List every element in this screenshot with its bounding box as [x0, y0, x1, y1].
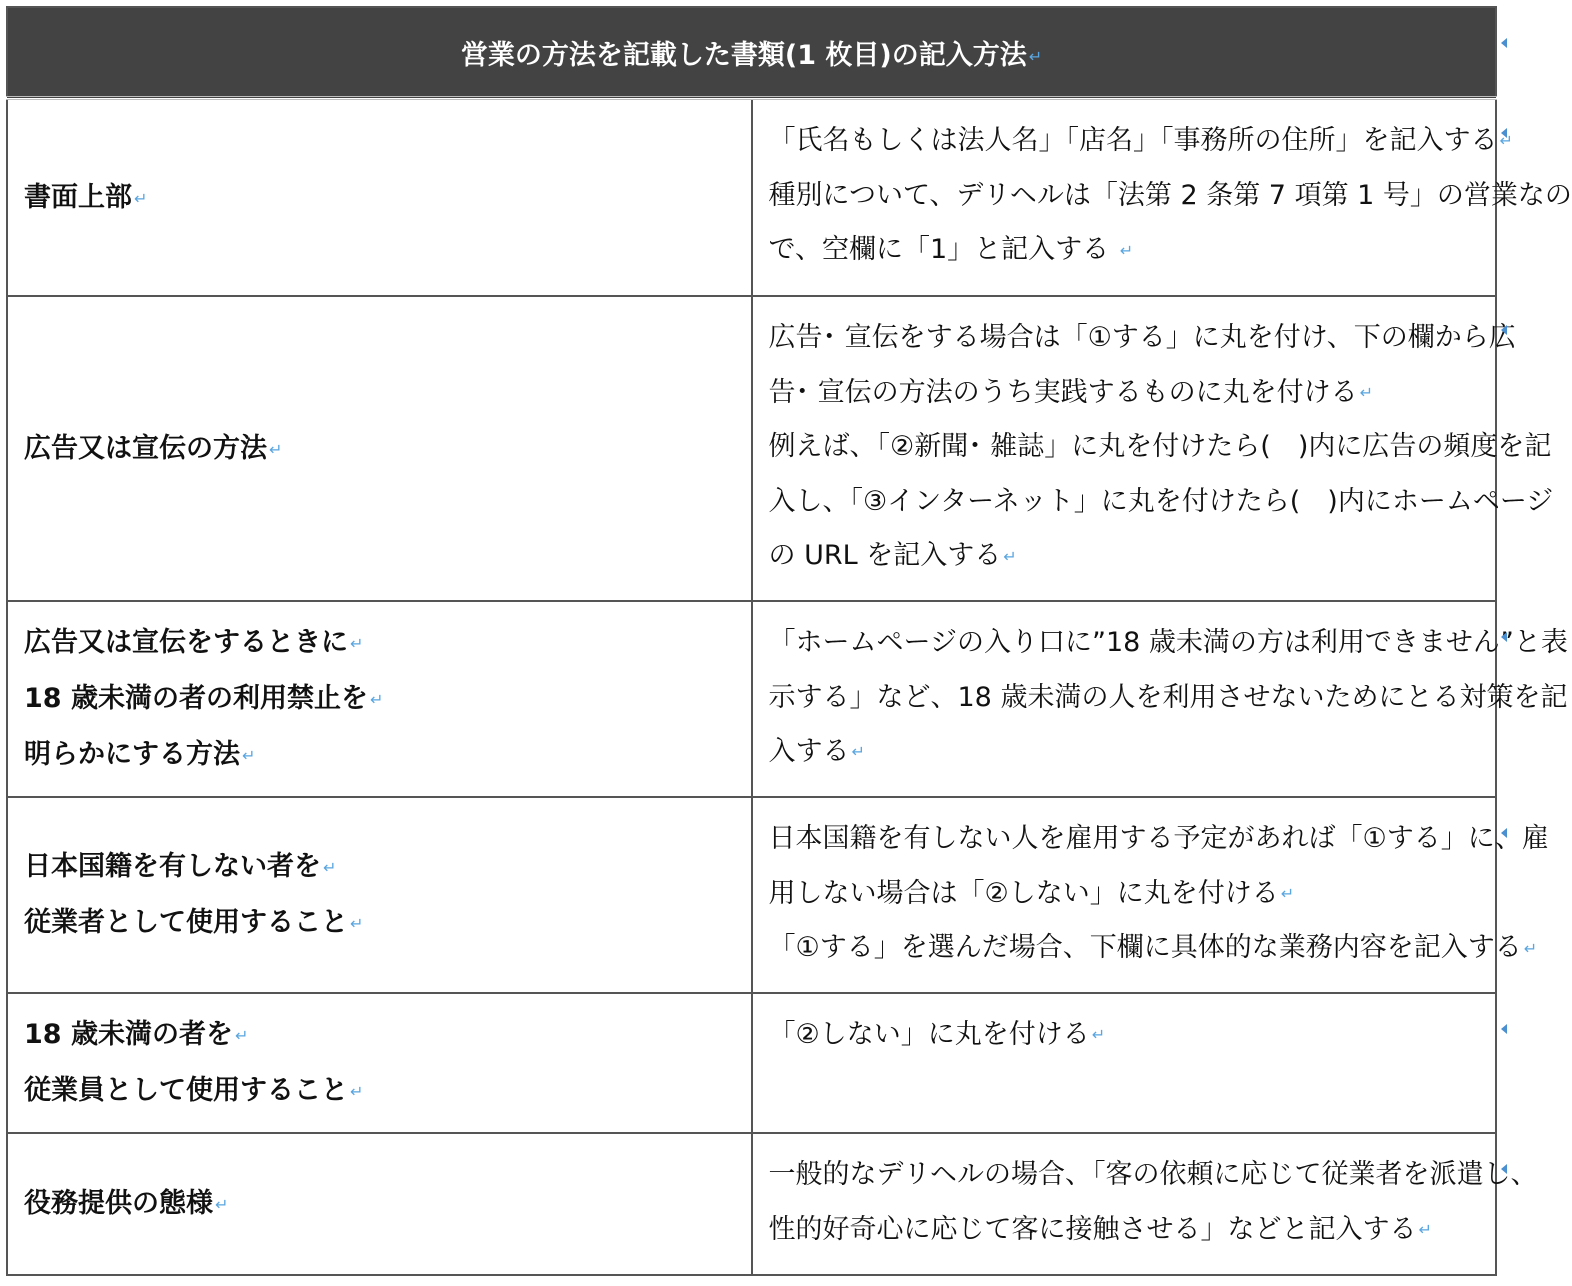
return-mark-icon: ↵ — [851, 742, 865, 762]
return-mark-icon: ↵ — [1091, 1025, 1106, 1045]
table-row — [7, 1133, 1496, 1275]
content-line: 広告･ 宣伝をする場合は「①する」に丸を付け、下の欄から広 — [768, 322, 1516, 353]
table-row — [7, 797, 1496, 993]
table-title: 営業の方法を記載した書類(1 枚目)の記入方法 — [460, 39, 1027, 71]
return-mark-icon: ↵ — [1028, 46, 1043, 66]
return-mark-icon: ↵ — [350, 1082, 364, 1101]
return-mark-icon: ↵ — [242, 746, 256, 765]
row-label-cell — [7, 601, 752, 797]
row-label: 従業員として使用すること ↵ — [24, 1063, 751, 1119]
content-line: 入する ↵ — [769, 725, 1480, 780]
return-mark-icon: ↵ — [215, 1195, 229, 1214]
return-mark-icon: ↵ — [1119, 240, 1134, 260]
row-label-cell — [7, 296, 752, 601]
return-mark-icon: ↵ — [323, 858, 337, 877]
content-line: 「氏名もしくは法人名」「店名」「事務所の住所」を記入する ↵ — [769, 114, 1480, 169]
row-content-cell — [752, 797, 1549, 993]
content-line: 告･ 宣伝の方法のうち実践するものに丸を付ける ↵ — [769, 366, 1480, 421]
row-content-cell — [752, 98, 1572, 296]
row-marker-icon — [1501, 325, 1507, 335]
return-mark-icon: ↵ — [1418, 1219, 1432, 1239]
row-label: 従業者として使用すること ↵ — [24, 895, 751, 951]
row-label-cell — [7, 993, 752, 1133]
content-line: 性的好奇心に応じて客に接触させる」などと記入する ↵ — [769, 1203, 1480, 1258]
content-line: 「ホームページの入り口に”18 歳未満の方は利用できません”と表 — [768, 627, 1568, 658]
row-content-cell — [752, 1133, 1538, 1275]
return-mark-icon: ↵ — [350, 914, 364, 933]
content-line: 「②しない」に丸を付ける ↵ — [769, 1008, 1480, 1063]
row-label: 役務提供の態様 ↵ — [24, 1176, 751, 1232]
content-line: で、空欄に「1」と記入する ↵ — [769, 223, 1480, 278]
row-marker-icon — [1501, 1024, 1507, 1034]
content-line: 入し、「③インターネット」に丸を付けたら( )内にホームページ — [768, 485, 1554, 517]
return-mark-icon: ↵ — [134, 188, 148, 208]
row-marker-icon — [1501, 1164, 1507, 1174]
row-label-cell — [7, 98, 752, 296]
row-label: 日本国籍を有しない者を ↵ — [24, 839, 751, 895]
content-line: 用しない場合は「②しない」に丸を付ける ↵ — [769, 867, 1480, 922]
row-label: 広告又は宣伝をするときに ↵ — [24, 615, 751, 671]
row-label: 18 歳未満の者を ↵ — [24, 1007, 751, 1063]
row-content-cell — [752, 601, 1568, 797]
table-row — [7, 601, 1496, 797]
return-mark-icon: ↵ — [369, 690, 384, 709]
table-row — [7, 993, 1496, 1133]
content-line: 例えば、「②新聞･ 雑誌」に丸を付けたら( )内に広告の頻度を記 — [768, 431, 1552, 463]
content-line: 日本国籍を有しない人を雇用する予定があれば「①する」に、雇 — [768, 823, 1549, 854]
row-content-cell — [752, 296, 1554, 601]
return-mark-icon: ↵ — [350, 634, 364, 653]
content-line: 示する」など、18 歳未満の人を利用させないためにとる対策を記 — [768, 681, 1568, 713]
return-mark-icon: ↵ — [1523, 938, 1538, 958]
table-row — [7, 98, 1496, 296]
header-row — [7, 7, 1496, 98]
content-line: 「①する」を選んだ場合、下欄に具体的な業務内容を記入する ↵ — [769, 921, 1480, 976]
table-row — [7, 296, 1496, 601]
return-mark-icon: ↵ — [1003, 546, 1017, 566]
content-line: 一般的なデリヘルの場合、「客の依頼に応じて従業者を派遣し、 — [768, 1159, 1538, 1190]
header-cell — [7, 7, 1496, 98]
instruction-table — [6, 6, 1572, 1276]
row-marker-icon — [1501, 128, 1507, 138]
row-label-cell — [7, 1133, 752, 1275]
row-label: 18 歳未満の者の利用禁止を ↵ — [24, 671, 751, 727]
row-content-cell — [752, 993, 1497, 1133]
return-mark-icon: ↵ — [1499, 131, 1513, 151]
return-mark-icon: ↵ — [234, 1026, 249, 1045]
row-label: 明らかにする方法 ↵ — [24, 727, 751, 783]
content-line: の URL を記入する ↵ — [769, 529, 1480, 584]
return-mark-icon: ↵ — [269, 439, 283, 459]
row-label-cell — [7, 797, 752, 993]
content-line: 種別について、デリヘルは「法第 2 条第 7 項第 1 号」の営業なの — [768, 179, 1572, 211]
row-marker-icon — [1501, 38, 1507, 48]
return-mark-icon: ↵ — [1280, 883, 1295, 903]
row-marker-icon — [1501, 632, 1507, 642]
row-marker-icon — [1501, 828, 1507, 838]
return-mark-icon: ↵ — [1359, 382, 1373, 402]
row-label: 書面上部 ↵ — [24, 170, 751, 226]
row-label: 広告又は宣伝の方法 ↵ — [24, 421, 751, 477]
